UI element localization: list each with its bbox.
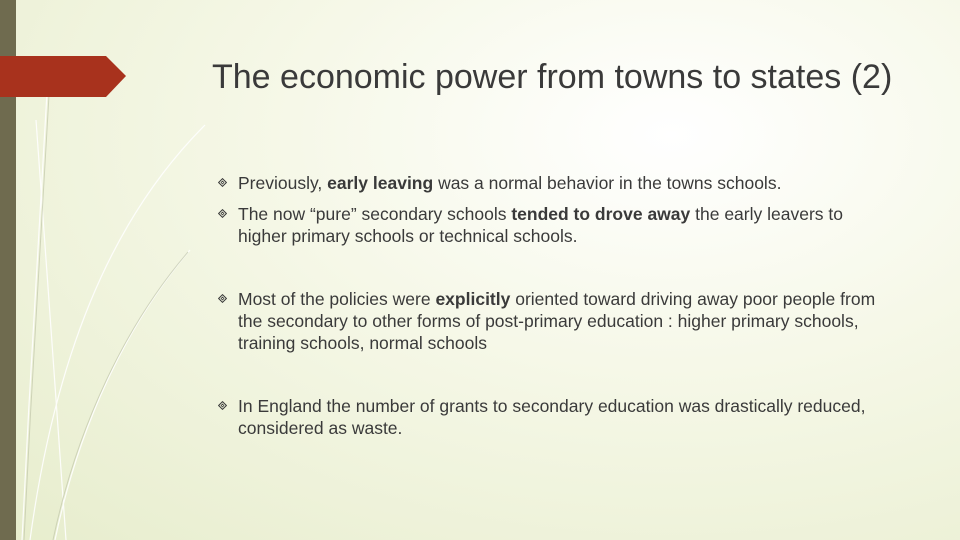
diamond-outline-icon bbox=[218, 401, 227, 410]
bullet-2-text-bold: tended to drove away bbox=[511, 204, 691, 224]
bullet-1-text-pre: Previously, bbox=[238, 173, 328, 193]
bullet-3-text-pre: Most of the policies were bbox=[238, 289, 436, 309]
diamond-outline-icon bbox=[218, 209, 227, 218]
bullet-item-1 bbox=[216, 172, 781, 194]
accent-arrow-shape bbox=[0, 56, 126, 97]
bullet-3-text-bold: explicitly bbox=[435, 289, 511, 309]
diamond-outline-icon bbox=[218, 178, 227, 187]
bullet-4-text: In England the number of grants to secondary education was drastically reduced, considered as waste. bbox=[238, 396, 866, 438]
bullet-3-text-post: oriented toward driving away poor people from the secondary to other forms of post-primary education : higher primary schools, training schools, normal schools bbox=[238, 289, 876, 353]
bullet-1-text-bold: early leaving bbox=[327, 173, 434, 193]
bullet-2-text-pre: The now “pure” secondary schools bbox=[238, 204, 512, 224]
bullet-item-4 bbox=[216, 395, 896, 439]
bullet-1-text-post: was a normal behavior in the towns schools. bbox=[433, 173, 782, 193]
bullet-2-text-post: the early leavers to higher primary schools or technical schools. bbox=[238, 204, 843, 246]
bullet-item-3 bbox=[216, 288, 896, 354]
bullet-item-2 bbox=[216, 203, 896, 247]
diamond-outline-icon bbox=[218, 294, 227, 303]
slide-title: The economic power from towns to states (2) bbox=[212, 58, 893, 96]
